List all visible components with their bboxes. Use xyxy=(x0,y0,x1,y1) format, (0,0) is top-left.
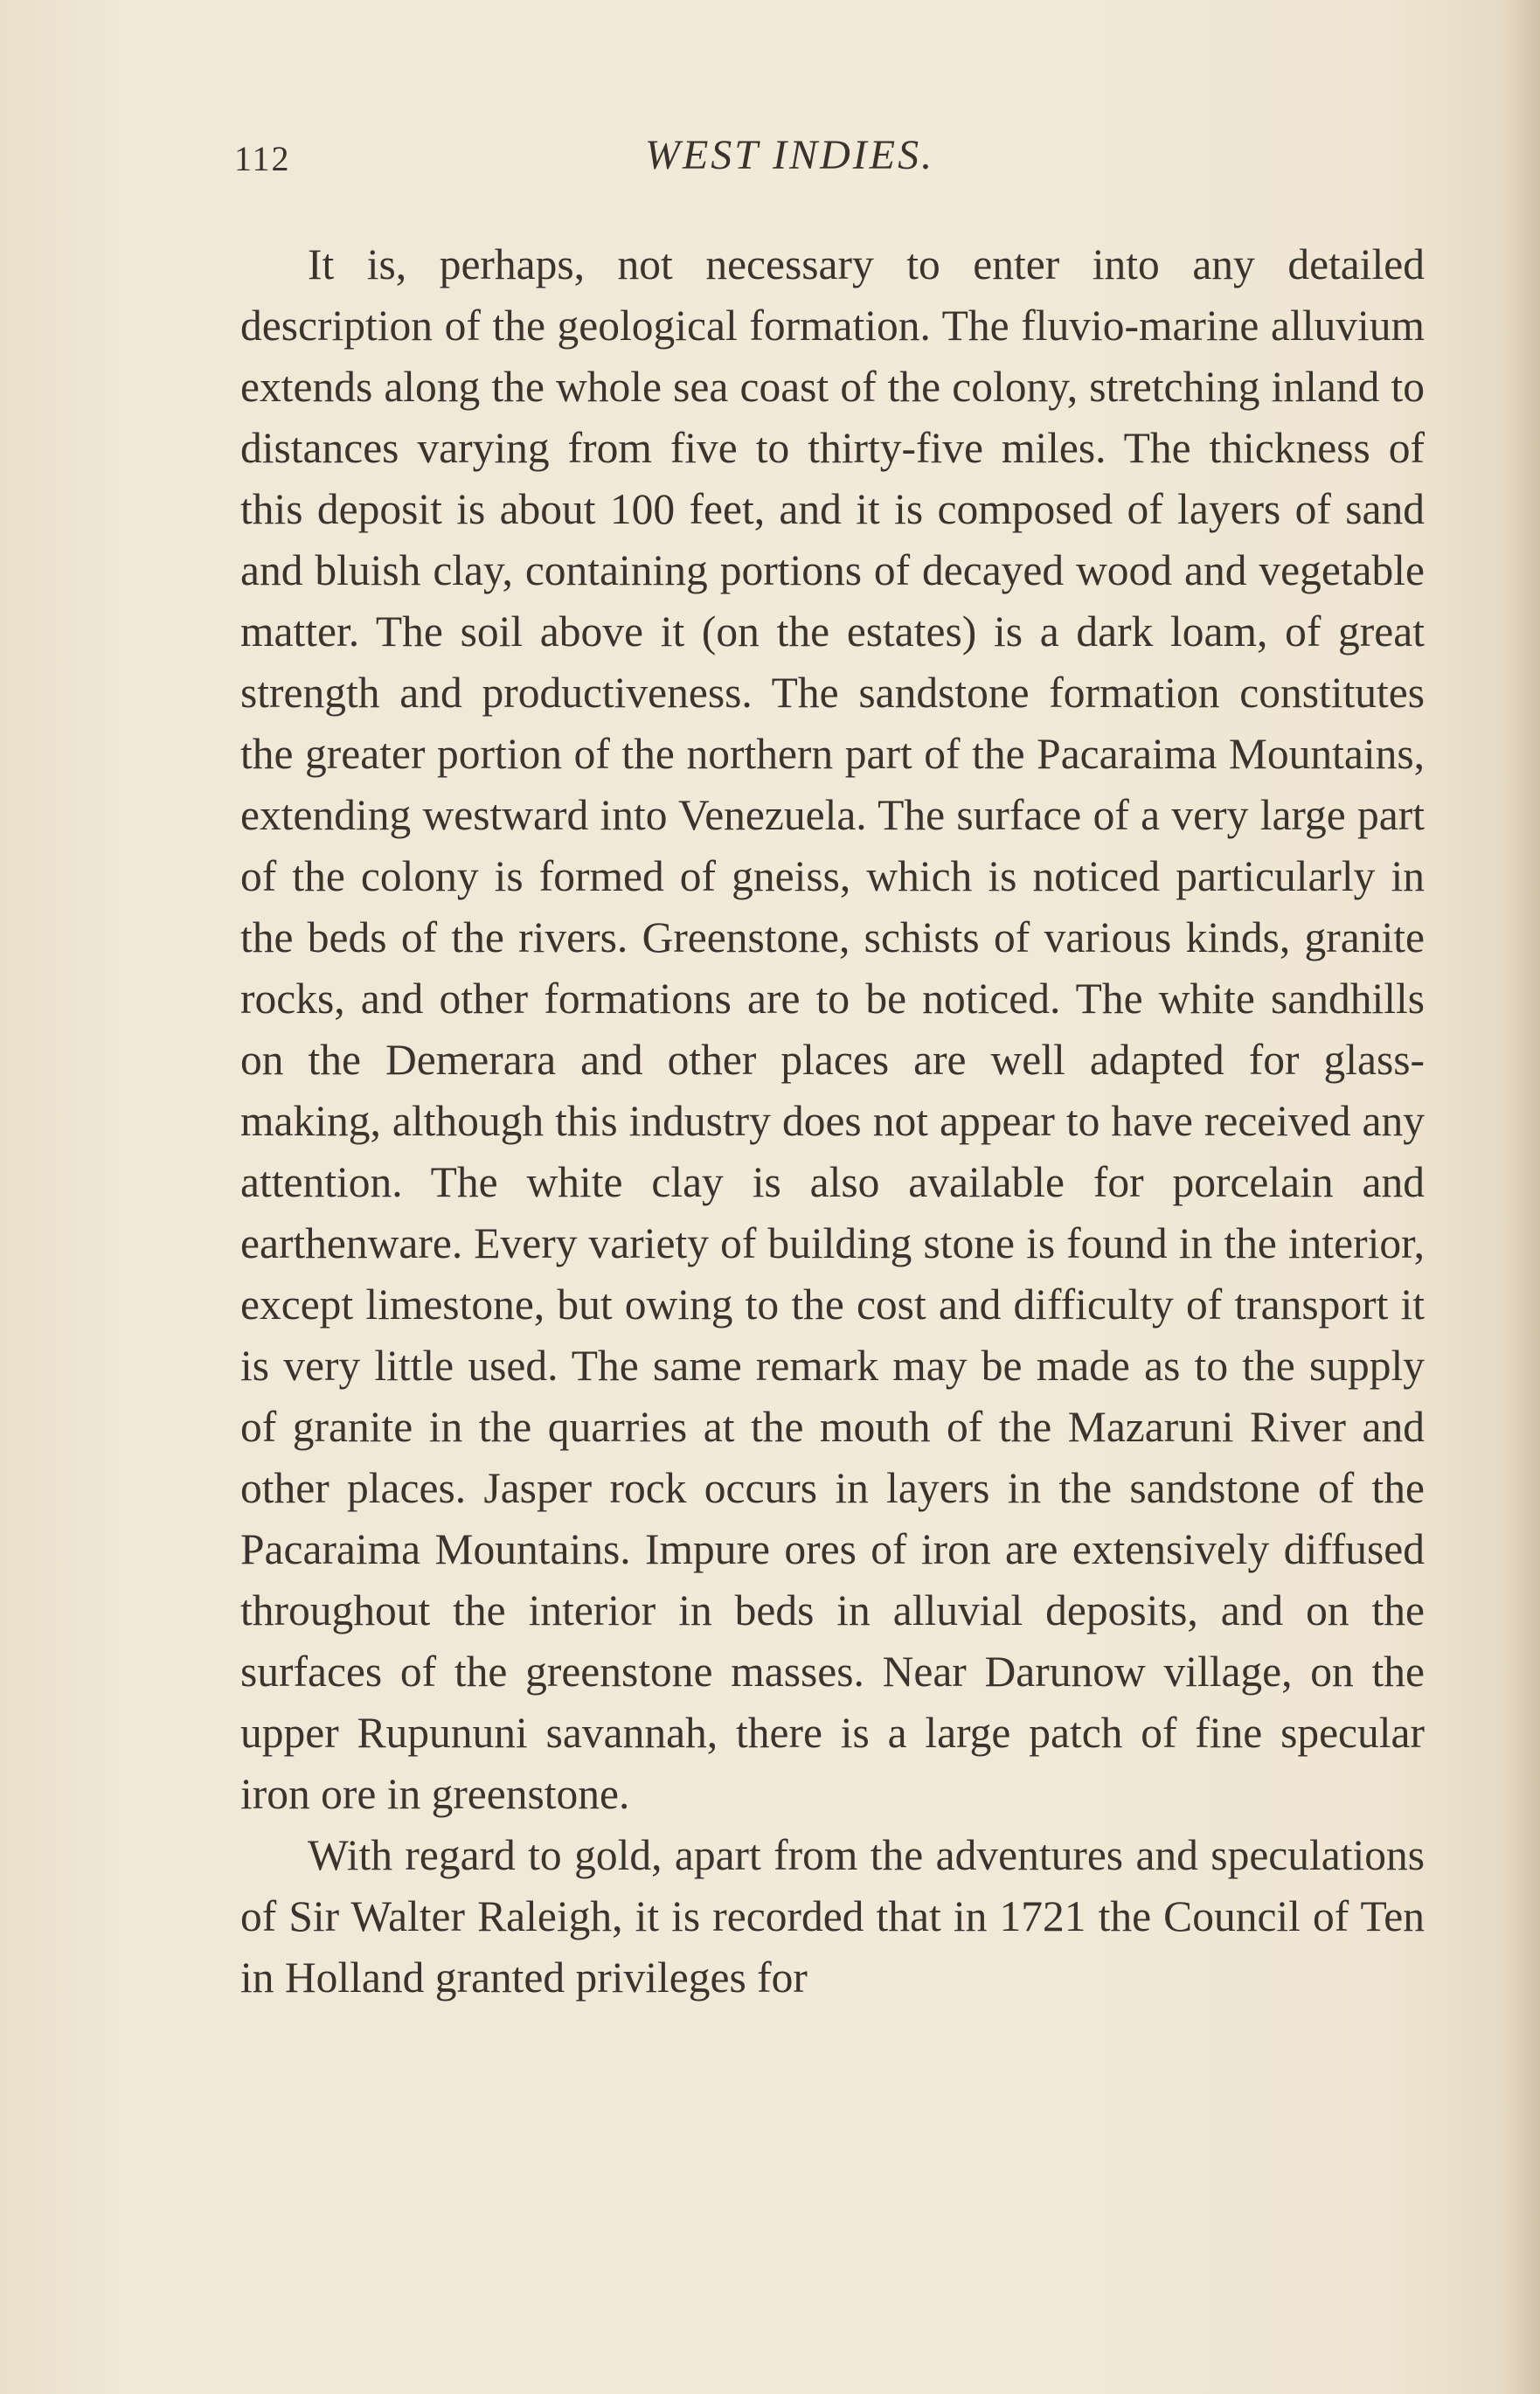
page-header xyxy=(234,131,1440,184)
page-edge-shadow xyxy=(1505,0,1540,2394)
paragraph-geology: It is, perhaps, not necessary to enter into any detailed description of the geological formation. The fluvio-marine alluvium extends along the whole sea coast of the colony, stretching inland to distances varying from five to thirty-five miles. The thickness of this deposit is about 100 feet, and it is composed of layers of sand and bluish clay, containing portions of decayed wood and vegetable matter. The soil above it (on the estates) is a dark loam, of great strength and productiveness. The sandstone formation constitutes the greater portion of the northern part of the Pacaraima Mountains, extending westward into Venezuela. The surface of a very large part of the colony is formed of gneiss, which is noticed particularly in the beds of the rivers. Greenstone, schists of various kinds, granite rocks, and other formations are to be noticed. The white sandhills on the Demerara and other places are well adapted for glass-making, although this industry does not appear to have received any attention. The white clay is also available for porcelain and earthenware. Every variety of building stone is found in the interior, except limestone, but owing to the cost and difficulty of transport it is very little used. The same remark may be made as to the supply of granite in the quarries at the mouth of the Mazaruni River and other places. Jasper rock occurs in layers in the sandstone of the Pacaraima Mountains. Impure ores of iron are extensively diffused throughout the interior in beds in alluvial deposits, and on the surfaces of the greenstone masses. Near Darunow village, on the upper Rupununi savannah, there is a large patch of fine specular iron ore in greenstone. xyxy=(240,240,1425,1818)
paragraph-gold: With regard to gold, apart from the adventures and speculations of Sir Walter Raleigh, it is recorded that in 1721 the Council of Ten in Holland granted privileges for xyxy=(240,1831,1425,2002)
running-title: WEST INDIES. xyxy=(645,132,935,178)
page-number: 112 xyxy=(234,139,291,178)
body-text xyxy=(240,234,1425,2009)
